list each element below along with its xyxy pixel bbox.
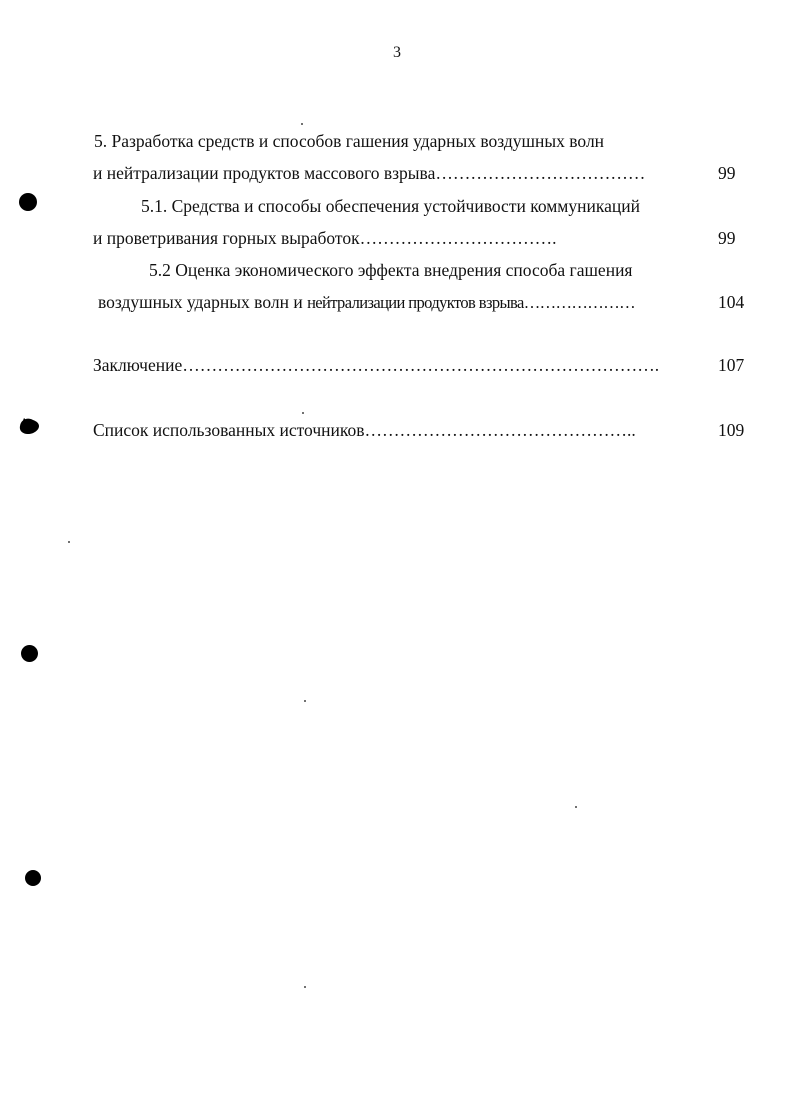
punch-hole-irregular (17, 415, 41, 442)
scan-speck (68, 541, 70, 543)
page-number: 3 (393, 44, 401, 61)
toc-section-5-1-page: 99 (718, 228, 736, 248)
punch-hole (19, 193, 37, 211)
toc-conclusion-page: 107 (718, 355, 745, 375)
toc-section-5-1-title-line1: 5.1. Средства и способы обеспечения устойчивости коммуникаций (141, 196, 640, 216)
toc-section-5-title-line1: 5. Разработка средств и способов гашения ударных воздушных волн (94, 131, 605, 151)
toc-conclusion-label: Заключение………………………………………………………………………. (93, 355, 660, 375)
scan-speck (302, 412, 304, 414)
scan-speck (304, 986, 306, 988)
scan-speck (301, 123, 303, 125)
toc-section-5-page: 99 (718, 163, 736, 183)
toc-section-5-2-line2-part2: нейтрализации продуктов взрыва………………… (307, 293, 635, 312)
punch-hole (25, 870, 41, 886)
toc-section-5-2-title-line2 (98, 291, 635, 314)
toc-section-5-2-line2-part1: воздушных ударных волн и (98, 292, 308, 312)
toc-section-5-2-page: 104 (718, 292, 745, 312)
toc-section-5-2-title-line1: 5.2 Оценка экономического эффекта внедрения способа гашения (149, 260, 633, 280)
toc-references-page: 109 (718, 420, 745, 440)
toc-references-label: Список использованных источников……………………………………….. (93, 420, 636, 440)
toc-section-5-title-line2: и нейтрализации продуктов массового взрыва……………………………… (93, 163, 646, 183)
toc-section-5-1-title-line2: и проветривания горных выработок……………………………. (93, 228, 557, 248)
scan-speck (575, 806, 577, 808)
punch-hole (21, 645, 38, 662)
scan-speck (304, 700, 306, 702)
